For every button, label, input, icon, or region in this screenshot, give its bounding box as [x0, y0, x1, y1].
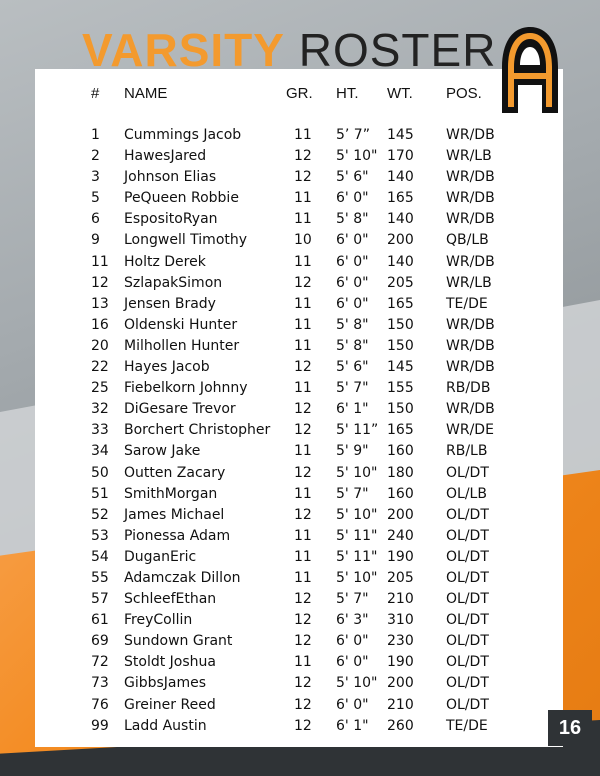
player-number: 61 — [91, 612, 109, 629]
player-grade: 12 — [294, 359, 312, 376]
player-position: OL/DT — [446, 633, 489, 650]
table-row — [0, 316, 600, 337]
player-number: 20 — [91, 337, 109, 354]
player-height: 6' 1" — [336, 717, 369, 734]
player-weight: 180 — [387, 464, 414, 481]
player-number: 52 — [91, 506, 109, 523]
player-weight: 165 — [387, 422, 414, 439]
player-grade: 11 — [294, 190, 312, 207]
table-row — [0, 358, 600, 379]
table-row — [0, 274, 600, 295]
player-weight: 190 — [387, 548, 414, 565]
player-number: 69 — [91, 633, 109, 650]
table-row — [0, 295, 600, 316]
player-name: Ladd Austin — [124, 717, 207, 734]
player-grade: 12 — [294, 612, 312, 629]
player-position: WR/DB — [446, 401, 495, 418]
player-height: 6' 0" — [336, 253, 369, 270]
player-weight: 210 — [387, 591, 414, 608]
player-name: Cummings Jacob — [124, 127, 242, 143]
player-number: 22 — [91, 359, 109, 376]
player-grade: 12 — [294, 422, 312, 439]
player-number: 50 — [91, 464, 109, 481]
player-name: Adamczak Dillon — [124, 569, 241, 586]
player-grade: 11 — [294, 443, 312, 460]
player-name: PeQueen Robbie — [124, 190, 239, 207]
table-row — [0, 548, 600, 569]
player-name: SmithMorgan — [124, 485, 218, 502]
player-number: 12 — [91, 274, 109, 291]
player-number: 1 — [91, 127, 100, 143]
player-weight: 140 — [387, 253, 414, 270]
table-row — [0, 674, 600, 695]
player-number: 99 — [91, 717, 109, 734]
player-position: WR/DB — [446, 253, 495, 270]
player-number: 51 — [91, 485, 109, 502]
player-name: SzlapakSimon — [124, 274, 223, 291]
player-name: SchleefEthan — [124, 591, 217, 608]
player-name: Borchert Christopher — [124, 422, 271, 439]
player-height: 5' 7" — [336, 380, 369, 397]
table-row — [0, 210, 600, 231]
table-header — [0, 85, 600, 105]
player-height: 6' 0" — [336, 295, 369, 312]
player-height: 5' 6" — [336, 169, 369, 186]
player-number: 53 — [91, 527, 109, 544]
player-grade: 10 — [294, 232, 312, 249]
player-position: WR/DB — [446, 169, 495, 186]
player-weight: 230 — [387, 633, 414, 650]
player-grade: 12 — [294, 148, 312, 165]
header-name: NAME — [124, 85, 168, 102]
player-weight: 240 — [387, 527, 414, 544]
player-height: 5' 8" — [336, 316, 369, 333]
table-row — [0, 506, 600, 527]
player-position: TE/DE — [446, 295, 488, 312]
player-position: WR/DB — [446, 359, 495, 376]
player-grade: 11 — [294, 527, 312, 544]
player-number: 55 — [91, 569, 109, 586]
table-row — [0, 126, 600, 147]
player-height: 5' 6" — [336, 359, 369, 376]
player-weight: 205 — [387, 274, 414, 291]
table-row — [0, 147, 600, 168]
table-row — [0, 569, 600, 590]
player-weight: 165 — [387, 295, 414, 312]
player-height: 5' 10" — [336, 148, 378, 165]
player-number: 11 — [91, 253, 109, 270]
player-grade: 12 — [294, 401, 312, 418]
player-grade: 12 — [294, 274, 312, 291]
player-grade: 11 — [294, 569, 312, 586]
player-weight: 140 — [387, 169, 414, 186]
player-weight: 210 — [387, 696, 414, 713]
player-height: 5’ 7” — [336, 127, 370, 143]
player-weight: 205 — [387, 569, 414, 586]
player-height: 5' 8" — [336, 211, 369, 228]
player-grade: 12 — [294, 717, 312, 734]
header-position: POS. — [446, 85, 482, 102]
table-row — [0, 464, 600, 485]
player-position: OL/DT — [446, 569, 489, 586]
player-height: 5' 11" — [336, 548, 378, 565]
player-number: 25 — [91, 380, 109, 397]
player-weight: 140 — [387, 211, 414, 228]
player-number: 33 — [91, 422, 109, 439]
player-weight: 260 — [387, 717, 414, 734]
player-name: Sundown Grant — [124, 633, 233, 650]
player-position: OL/DT — [446, 675, 489, 692]
title-main: ROSTER — [298, 24, 497, 76]
player-grade: 11 — [294, 485, 312, 502]
player-grade: 12 — [294, 633, 312, 650]
table-row — [0, 696, 600, 717]
player-name: HawesJared — [124, 148, 207, 165]
player-height: 5' 11" — [336, 527, 378, 544]
player-weight: 155 — [387, 380, 414, 397]
player-height: 5' 10" — [336, 506, 378, 523]
player-grade: 12 — [294, 696, 312, 713]
player-name: Johnson Elias — [124, 169, 217, 186]
player-position: WR/DB — [446, 211, 495, 228]
player-name: Stoldt Joshua — [124, 654, 216, 671]
player-position: WR/DE — [446, 422, 494, 439]
player-position: RB/LB — [446, 443, 488, 460]
player-height: 5' 10" — [336, 675, 378, 692]
player-grade: 12 — [294, 591, 312, 608]
table-row — [0, 253, 600, 274]
player-height: 6' 3" — [336, 612, 369, 629]
player-grade: 12 — [294, 675, 312, 692]
player-number: 54 — [91, 548, 109, 565]
player-position: QB/LB — [446, 232, 489, 249]
player-position: OL/DT — [446, 464, 489, 481]
player-height: 6' 0" — [336, 696, 369, 713]
table-row — [0, 590, 600, 611]
player-name: Sarow Jake — [124, 443, 201, 460]
player-grade: 11 — [294, 253, 312, 270]
player-grade: 11 — [294, 316, 312, 333]
player-position: OL/DT — [446, 612, 489, 629]
player-height: 5' 10" — [336, 569, 378, 586]
player-grade: 11 — [294, 380, 312, 397]
player-grade: 11 — [294, 548, 312, 565]
player-weight: 310 — [387, 612, 414, 629]
table-row — [0, 379, 600, 400]
player-position: TE/DE — [446, 717, 488, 734]
player-number: 76 — [91, 696, 109, 713]
player-name: GibbsJames — [124, 675, 207, 692]
player-number: 34 — [91, 443, 109, 460]
table-row — [0, 421, 600, 442]
player-grade: 11 — [294, 654, 312, 671]
table-row — [0, 485, 600, 506]
player-number: 3 — [91, 169, 100, 186]
table-row — [0, 717, 600, 738]
player-name: DiGesare Trevor — [124, 401, 236, 418]
player-height: 6' 0" — [336, 633, 369, 650]
title-accent: VARSITY — [82, 24, 285, 76]
player-height: 5' 9" — [336, 443, 369, 460]
player-name: Fiebelkorn Johnny — [124, 380, 248, 397]
table-row — [0, 653, 600, 674]
player-height: 6' 0" — [336, 654, 369, 671]
table-row — [0, 632, 600, 653]
player-height: 5' 8" — [336, 337, 369, 354]
player-weight: 160 — [387, 443, 414, 460]
player-name: Pionessa Adam — [124, 527, 231, 544]
table-row — [0, 527, 600, 548]
table-row — [0, 231, 600, 252]
player-name: Hayes Jacob — [124, 359, 210, 376]
player-height: 6' 0" — [336, 274, 369, 291]
player-height: 6' 0" — [336, 190, 369, 207]
player-name: Jensen Brady — [124, 295, 216, 312]
player-position: WR/LB — [446, 274, 492, 291]
player-grade: 12 — [294, 169, 312, 186]
table-row — [0, 400, 600, 421]
player-weight: 200 — [387, 675, 414, 692]
player-number: 13 — [91, 295, 109, 312]
player-weight: 150 — [387, 316, 414, 333]
player-weight: 200 — [387, 506, 414, 523]
player-weight: 150 — [387, 401, 414, 418]
page-number: 16 — [548, 710, 592, 746]
player-name: Greiner Reed — [124, 696, 216, 713]
player-number: 72 — [91, 654, 109, 671]
player-position: WR/LB — [446, 148, 492, 165]
player-height: 5' 7" — [336, 485, 369, 502]
player-grade: 12 — [294, 464, 312, 481]
header-number: # — [91, 85, 100, 102]
player-weight: 170 — [387, 148, 414, 165]
player-weight: 200 — [387, 232, 414, 249]
player-height: 5' 10" — [336, 464, 378, 481]
player-name: Oldenski Hunter — [124, 316, 238, 333]
table-row — [0, 168, 600, 189]
player-position: WR/DB — [446, 127, 495, 143]
player-number: 32 — [91, 401, 109, 418]
player-weight: 150 — [387, 337, 414, 354]
player-grade: 11 — [294, 127, 312, 143]
player-height: 5' 7" — [336, 591, 369, 608]
player-position: OL/DT — [446, 654, 489, 671]
player-number: 9 — [91, 232, 100, 249]
player-name: Holtz Derek — [124, 253, 206, 270]
player-name: James Michael — [124, 506, 225, 523]
player-position: OL/DT — [446, 591, 489, 608]
player-weight: 165 — [387, 190, 414, 207]
player-grade: 11 — [294, 211, 312, 228]
player-name: Outten Zacary — [124, 464, 226, 481]
player-name: DuganEric — [124, 548, 197, 565]
player-position: OL/DT — [446, 506, 489, 523]
player-position: OL/DT — [446, 527, 489, 544]
player-position: WR/DB — [446, 190, 495, 207]
player-number: 5 — [91, 190, 100, 207]
table-row — [0, 611, 600, 632]
player-number: 57 — [91, 591, 109, 608]
player-grade: 11 — [294, 337, 312, 354]
page-title — [82, 24, 497, 77]
player-height: 5' 11” — [336, 422, 379, 439]
player-number: 2 — [91, 148, 100, 165]
player-number: 16 — [91, 316, 109, 333]
table-row — [0, 337, 600, 358]
player-weight: 160 — [387, 485, 414, 502]
player-name: Milhollen Hunter — [124, 337, 240, 354]
table-row — [0, 189, 600, 210]
player-number: 73 — [91, 675, 109, 692]
player-position: OL/DT — [446, 548, 489, 565]
table-row — [0, 442, 600, 463]
player-name: EspositoRyan — [124, 211, 218, 228]
player-number: 6 — [91, 211, 100, 228]
header-weight: WT. — [387, 85, 413, 102]
player-position: OL/DT — [446, 696, 489, 713]
player-weight: 145 — [387, 127, 414, 143]
player-position: OL/LB — [446, 485, 487, 502]
player-grade: 11 — [294, 295, 312, 312]
roster-table — [0, 126, 600, 738]
player-grade: 12 — [294, 506, 312, 523]
header-height: HT. — [336, 85, 359, 102]
player-position: WR/DB — [446, 316, 495, 333]
player-weight: 190 — [387, 654, 414, 671]
player-height: 6' 0" — [336, 232, 369, 249]
player-height: 6' 1" — [336, 401, 369, 418]
player-name: Longwell Timothy — [124, 232, 248, 249]
player-name: FreyCollin — [124, 612, 193, 629]
player-position: WR/DB — [446, 337, 495, 354]
player-position: RB/DB — [446, 380, 491, 397]
player-weight: 145 — [387, 359, 414, 376]
header-grade: GR. — [286, 85, 313, 102]
